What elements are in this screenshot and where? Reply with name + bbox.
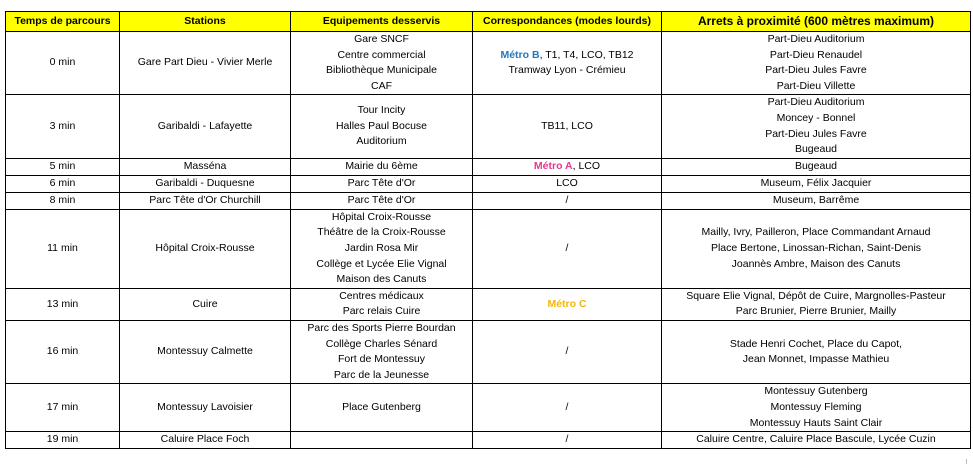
equipment-cell: [291, 209, 473, 288]
equipment-line: Collège Charles Sénard: [325, 337, 438, 350]
table-row: [6, 95, 971, 158]
nearby-stop-line: Square Elie Vignal, Dépôt de Cuire, Margnolles-Pasteur: [686, 289, 946, 302]
nearby-stop-line: Place Bertone, Linossan-Richan, Saint-Denis: [710, 241, 922, 254]
equipment-cell: [291, 32, 473, 95]
table-row: [6, 384, 971, 432]
connection-line: TB11, LCO: [541, 119, 593, 132]
connection-line: /: [565, 193, 569, 206]
equipment-line: Hôpital Croix-Rousse: [331, 210, 432, 223]
nearby-stop-line: Montessuy Fleming: [770, 400, 862, 413]
table-row: [6, 209, 971, 288]
equipment-line: Parc des Sports Pierre Bourdan: [307, 321, 456, 334]
connections-cell: [473, 32, 662, 95]
station-cell: Cuire: [120, 288, 291, 320]
time-cell: 13 min: [6, 288, 120, 320]
nearby-stop-line: Jean Monnet, Impasse Mathieu: [742, 353, 890, 366]
table-row: [6, 192, 971, 209]
connection-text: , T1, T4, LCO, TB12: [539, 48, 634, 61]
nearby-stop-line: Montessuy Gutenberg: [764, 385, 868, 398]
nearby-stop-line: Joannès Ambre, Maison des Canuts: [731, 257, 901, 270]
nearby-stop-line: Part-Dieu Auditorium: [767, 33, 865, 45]
equipment-cell: [291, 95, 473, 158]
equipment-cell: [291, 432, 473, 449]
header-station: Stations: [120, 12, 291, 32]
connections-cell: [473, 320, 662, 383]
connections-cell: [473, 175, 662, 192]
time-cell: 8 min: [6, 192, 120, 209]
connections-cell: [473, 384, 662, 432]
table-row: [6, 32, 971, 95]
equipment-line: Fort de Montessuy: [338, 353, 425, 366]
station-cell: Masséna: [120, 158, 291, 175]
nearby-cell: [662, 192, 971, 209]
equipment-cell: [291, 288, 473, 320]
equipment-line: Place Gutenberg: [342, 400, 421, 413]
time-cell: 16 min: [6, 320, 120, 383]
nearby-stop-line: Part-Dieu Auditorium: [767, 96, 865, 109]
equipment-line: Parc relais Cuire: [342, 305, 421, 318]
equipment-line: Centres médicaux: [339, 289, 424, 302]
equipment-line: Gare SNCF: [354, 33, 409, 45]
connection-line: /: [565, 433, 569, 446]
nearby-stop-line: Part-Dieu Jules Favre: [765, 64, 867, 77]
time-cell: 0 min: [6, 32, 120, 95]
nearby-stop-line: Montessuy Hauts Saint Clair: [749, 416, 883, 429]
nearby-stop-line: Museum, Barrême: [772, 193, 860, 206]
header-row: [6, 12, 971, 32]
equipment-cell: [291, 175, 473, 192]
equipment-line: Mairie du 6ème: [345, 159, 418, 172]
nearby-stop-line: Mailly, Ivry, Pailleron, Place Commandant Arnaud: [701, 226, 931, 239]
table-row: [6, 175, 971, 192]
time-cell: 17 min: [6, 384, 120, 432]
connections-cell: [473, 209, 662, 288]
nearby-stop-line: Caluire Centre, Caluire Place Bascule, Lycée Cuzin: [696, 433, 936, 446]
equipment-line: Centre commercial: [337, 48, 426, 61]
nearby-stop-line: Part-Dieu Renaudel: [769, 48, 863, 61]
table-row: [6, 288, 971, 320]
nearby-stop-line: Bugeaud: [794, 159, 838, 172]
nearby-cell: [662, 175, 971, 192]
metro-label: Métro A: [533, 159, 573, 172]
time-cell: 19 min: [6, 432, 120, 449]
station-cell: Garibaldi - Duquesne: [120, 175, 291, 192]
connection-line: [475, 48, 659, 64]
time-cell: 11 min: [6, 209, 120, 288]
connections-cell: [473, 158, 662, 175]
nearby-cell: [662, 209, 971, 288]
station-cell: Montessuy Calmette: [120, 320, 291, 383]
nearby-stop-line: Part-Dieu Jules Favre: [765, 127, 867, 140]
connection-line: [475, 159, 659, 175]
nearby-stop-line: Museum, Félix Jacquier: [760, 176, 872, 189]
table-body: [6, 32, 971, 449]
nearby-cell: [662, 158, 971, 175]
equipment-cell: [291, 384, 473, 432]
nearby-cell: [662, 320, 971, 383]
connections-cell: [473, 432, 662, 449]
header-equipment: Equipements desservis: [291, 12, 473, 32]
connection-line: /: [565, 400, 569, 413]
stations-table: [5, 11, 971, 449]
station-cell: Garibaldi - Lafayette: [120, 95, 291, 158]
equipment-line: Parc Tête d'Or: [347, 193, 416, 206]
nearby-cell: [662, 288, 971, 320]
connections-cell: [473, 95, 662, 158]
station-cell: Gare Part Dieu - Vivier Merle: [120, 32, 291, 95]
equipment-line: Parc de la Jeunesse: [333, 368, 430, 381]
table-row: [6, 432, 971, 449]
equipment-line: Parc Tête d'Or: [347, 176, 416, 189]
metro-label: Métro C: [547, 297, 587, 310]
equipment-line: Maison des Canuts: [336, 273, 427, 286]
header-nearby: Arrets à proximité (600 mètres maximum): [662, 12, 971, 32]
nearby-cell: [662, 432, 971, 449]
header-time: Temps de parcours: [6, 12, 120, 32]
cell-corner-mark: [966, 459, 970, 464]
table-row: [6, 320, 971, 383]
metro-label: Métro B: [500, 48, 540, 61]
nearby-stop-line: Moncey - Bonnel: [776, 111, 856, 124]
equipment-line: Jardin Rosa Mir: [344, 241, 419, 254]
station-cell: Hôpital Croix-Rousse: [120, 209, 291, 288]
connection-line: Tramway Lyon - Crémieu: [508, 64, 626, 77]
equipment-line: Théâtre de la Croix-Rousse: [317, 226, 446, 239]
connections-cell: [473, 288, 662, 320]
equipment-line: Tour Incity: [357, 104, 406, 117]
equipment-cell: [291, 320, 473, 383]
station-cell: Parc Tête d'Or Churchill: [120, 192, 291, 209]
equipment-line: Auditorium: [356, 135, 407, 148]
table-row: [6, 158, 971, 175]
equipment-line: Halles Paul Bocuse: [335, 119, 428, 132]
connection-line: LCO: [556, 176, 578, 189]
nearby-stop-line: Part-Dieu Villette: [776, 79, 856, 92]
nearby-cell: [662, 384, 971, 432]
connection-line: /: [565, 345, 569, 358]
time-cell: 6 min: [6, 175, 120, 192]
equipment-cell: [291, 158, 473, 175]
station-cell: Caluire Place Foch: [120, 432, 291, 449]
connection-text: , LCO: [572, 159, 601, 172]
equipment-line: CAF: [371, 79, 392, 92]
nearby-cell: [662, 95, 971, 158]
connections-cell: [473, 192, 662, 209]
nearby-cell: [662, 32, 971, 95]
connection-line: /: [565, 241, 569, 254]
equipment-line: Bibliothèque Municipale: [326, 64, 437, 77]
nearby-stop-line: Bugeaud: [794, 143, 838, 156]
station-cell: Montessuy Lavoisier: [120, 384, 291, 432]
equipment-cell: [291, 192, 473, 209]
nearby-stop-line: Parc Brunier, Pierre Brunier, Mailly: [735, 305, 897, 318]
nearby-stop-line: Stade Henri Cochet, Place du Capot,: [729, 337, 903, 350]
time-cell: 3 min: [6, 95, 120, 158]
time-cell: 5 min: [6, 158, 120, 175]
header-connections: Correspondances (modes lourds): [473, 12, 662, 32]
equipment-line: Collège et Lycée Elie Vignal: [316, 257, 447, 270]
